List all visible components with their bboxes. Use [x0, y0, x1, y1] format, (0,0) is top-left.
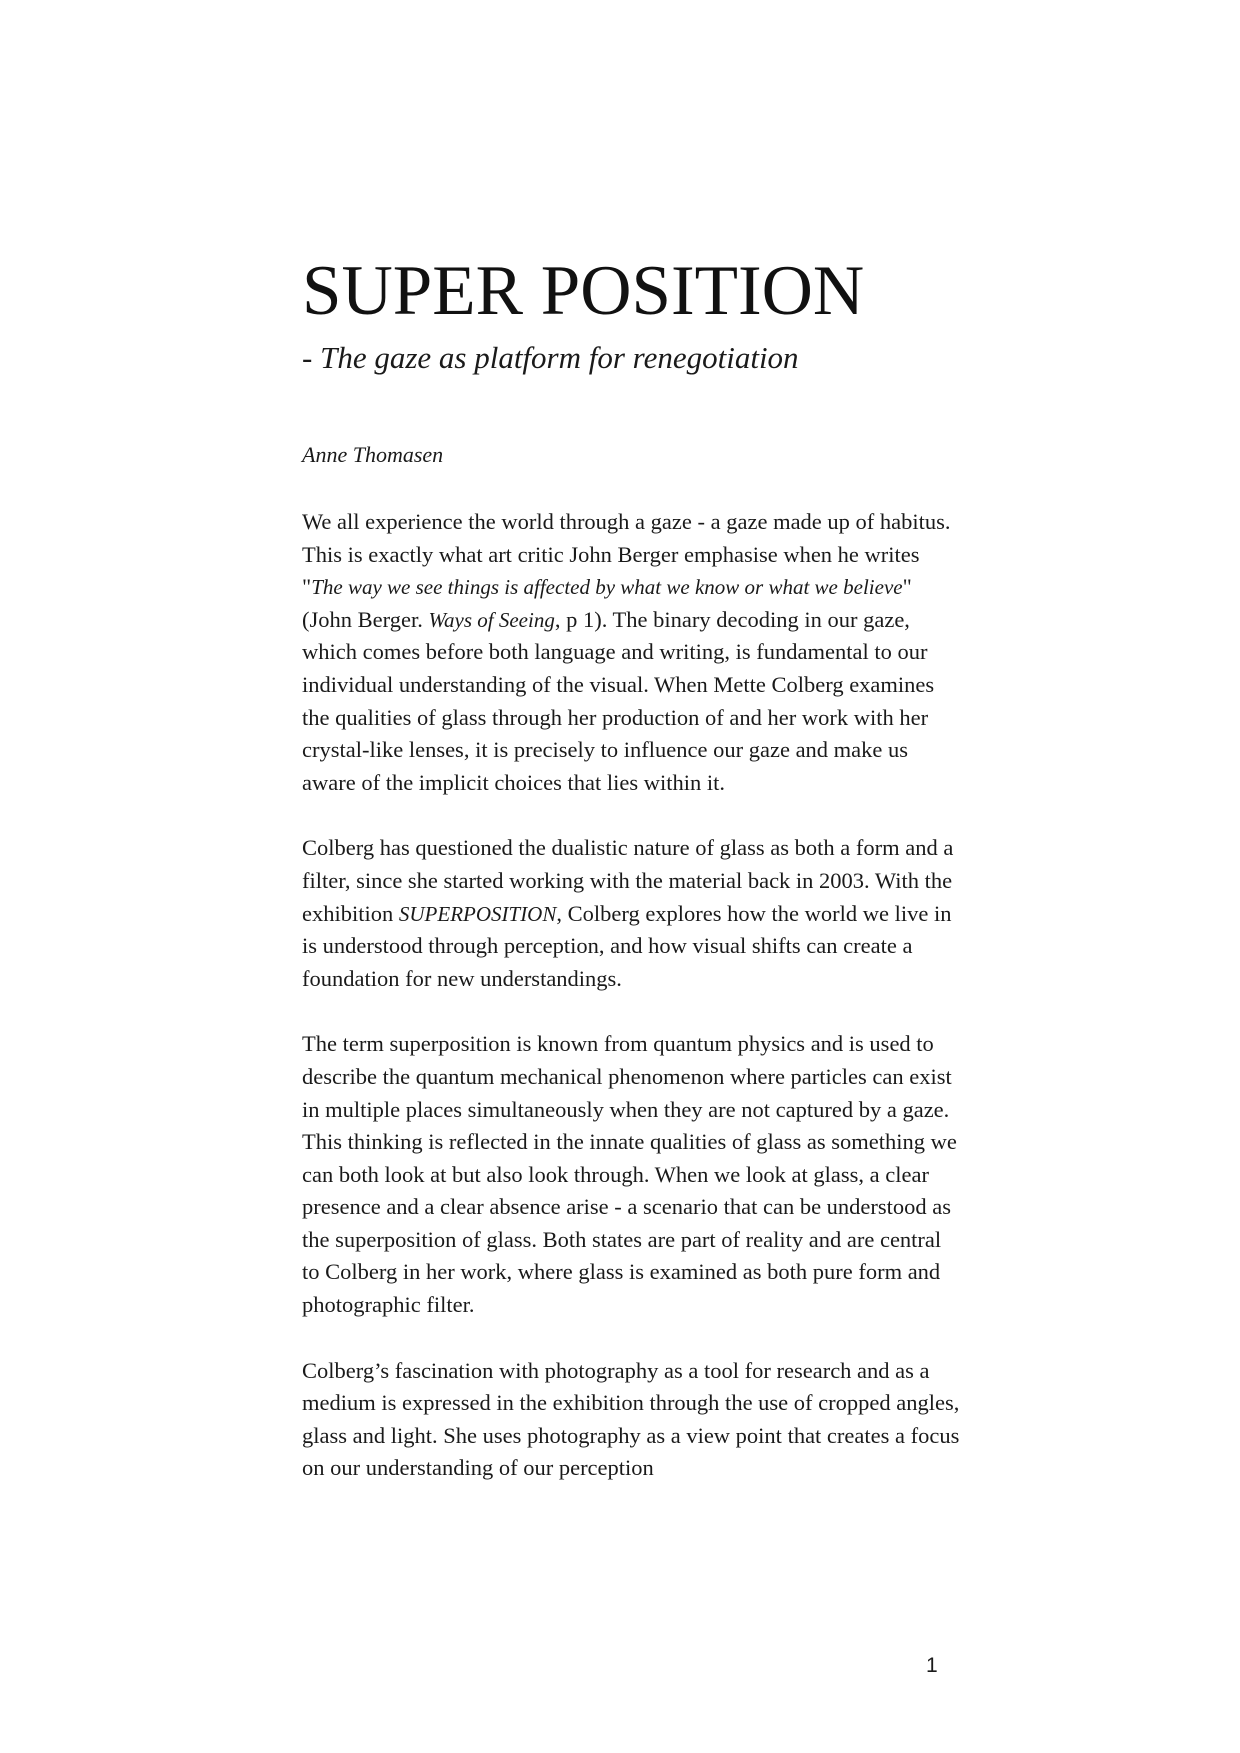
body-text — [302, 506, 962, 1485]
exhibition-title: SUPERPOSITION — [398, 901, 557, 926]
page-title: SUPER POSITION — [302, 252, 865, 330]
paragraph-4: Colberg’s fascination with photography as a tool for research and as a medium is expressed in the exhibition through the use of cropped angles, glass and light. She uses photography as a view point that creates a focus on our understanding of our perception — [302, 1357, 960, 1481]
page-subtitle: - The gaze as platform for renegotiation — [302, 340, 799, 375]
paragraph-2-text-a: Colberg has questioned the dualistic nature of glass as both a form and a filter, since she started working with the material back in 2003. With the exhibition — [302, 835, 954, 926]
author-name: Anne Thomasen — [302, 442, 444, 467]
paragraph-2 — [302, 832, 962, 995]
paragraph-1 — [302, 506, 962, 799]
book-title: Ways of Seeing — [428, 607, 555, 632]
page-number: 1 — [926, 1654, 938, 1677]
paragraph-3: The term superposition is known from quantum physics and is used to describe the quantum mechanical phenomenon where particles can exist in multiple places simultaneously when they are not captured by a gaze. This thinking is reflected in the innate qualities of glass as something we can both look at but also look through. When we look at glass, a clear presence and a clear absence arise - a scenario that can be understood as the superposition of glass. Both states are part of reality and are central to Colberg in her work, where glass is examined as both pure form and photographic filter. — [302, 1031, 957, 1318]
paragraph-1-text-a: We all experience the world through a gaze - a gaze made up of habitus. This is exactly what art critic John Berger emphasise when he writes " — [302, 509, 951, 600]
paragraph-1-text-c: , p 1). The binary decoding in our gaze, which comes before both language and writing, is fundamental to our individual understanding of the visual. When Mette Colberg examines the qualities of glass through her production of and her work with her crystal-like lenses, it is precisely to influence our gaze and make us aware of the implicit choices that lies within it. — [302, 606, 935, 795]
paragraph-1-text-b: " (John Berger. — [302, 574, 912, 632]
berger-quote: The way we see things is affected by what we know or what we believe — [311, 575, 903, 600]
document-content — [302, 252, 962, 1518]
paragraph-2-text-b: , Colberg explores how the world we live in is understood through perception, and how visual shifts can create a foundation for new understandings. — [302, 900, 952, 991]
